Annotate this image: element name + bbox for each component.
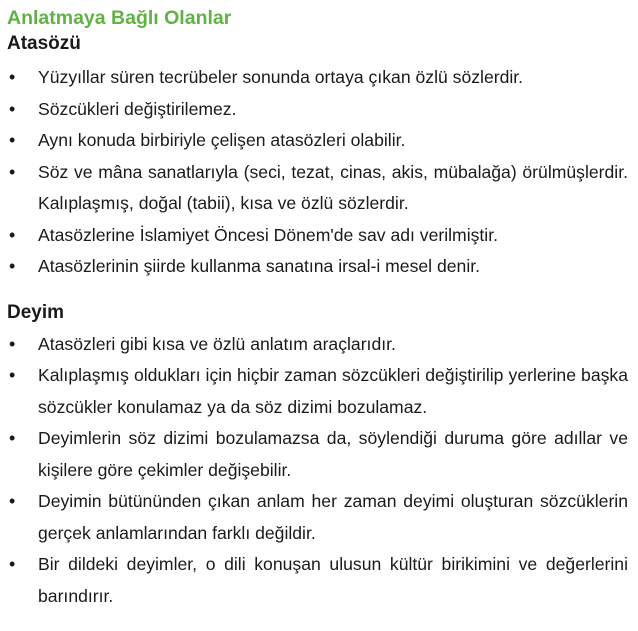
list-item-text: Bir dildeki deyimler, o dili konuşan ulusun kültür birikimini ve değerlerini barındırır. xyxy=(38,554,628,606)
bullet-icon: • xyxy=(9,256,16,276)
section-deyim xyxy=(7,301,628,613)
bullet-icon: • xyxy=(9,428,16,448)
bullet-list-atasozu xyxy=(7,62,628,283)
bullet-icon: • xyxy=(9,161,16,182)
bullet-icon: • xyxy=(9,491,16,511)
list-item-text: Kalıplaşmış oldukları için hiçbir zaman sözcükleri değiştirilip yerlerine başka sözcükler konulamaz ya da söz dizimi bozulamaz. xyxy=(38,365,628,417)
section-heading-atasozu: Atasözü xyxy=(7,33,81,54)
list-item xyxy=(7,549,628,612)
list-item-text: Deyimin bütününden çıkan anlam her zaman deyimi oluşturan sözcüklerin gerçek anlamlarından farklı değildir. xyxy=(38,491,628,543)
bullet-icon: • xyxy=(9,67,16,87)
section-heading-deyim: Deyim xyxy=(7,301,65,323)
list-item xyxy=(7,251,628,283)
list-item xyxy=(7,220,628,252)
bullet-icon: • xyxy=(9,130,16,150)
list-item xyxy=(7,329,628,361)
list-item xyxy=(7,94,628,126)
bullet-icon: • xyxy=(9,365,16,385)
list-item xyxy=(7,157,628,220)
list-item xyxy=(7,360,628,423)
list-item-text: Deyimlerin söz dizimi bozulamazsa da, söylendiği duruma göre adıllar ve kişilere göre çekimler değişebilir. xyxy=(38,428,628,480)
list-item-text: Söz ve mâna sanatlarıyla (seci, tezat, cinas, akis, mübalağa) örülmüşlerdir. Kalıplaşmış, doğal (tabii), kısa ve özlü sözlerdir. xyxy=(38,161,628,213)
bullet-icon: • xyxy=(9,333,16,354)
bullet-icon: • xyxy=(9,98,16,119)
list-item xyxy=(7,62,628,94)
list-item xyxy=(7,423,628,486)
list-item-text: Yüzyıllar süren tecrübeler sonunda ortaya çıkan özlü sözlerdir. xyxy=(38,67,524,87)
list-item xyxy=(7,125,628,157)
list-item-text: Atasözlerine İslamiyet Öncesi Dönem'de sav adı verilmiştir. xyxy=(38,224,498,245)
bullet-list-deyim xyxy=(7,329,628,613)
section-atasozu xyxy=(7,32,628,283)
list-item-text: Sözcükleri değiştirilemez. xyxy=(38,98,237,119)
page-title: Anlatmaya Bağlı Olanlar xyxy=(7,7,232,29)
bullet-icon: • xyxy=(9,224,16,245)
list-item-text: Atasözlerinin şiirde kullanma sanatına irsal-i mesel denir. xyxy=(38,256,480,276)
list-item xyxy=(7,486,628,549)
list-item-text: Aynı konuda birbiriyle çelişen atasözleri olabilir. xyxy=(38,130,406,150)
bullet-icon: • xyxy=(9,554,16,574)
list-item-text: Atasözleri gibi kısa ve özlü anlatım araçlarıdır. xyxy=(38,333,396,354)
